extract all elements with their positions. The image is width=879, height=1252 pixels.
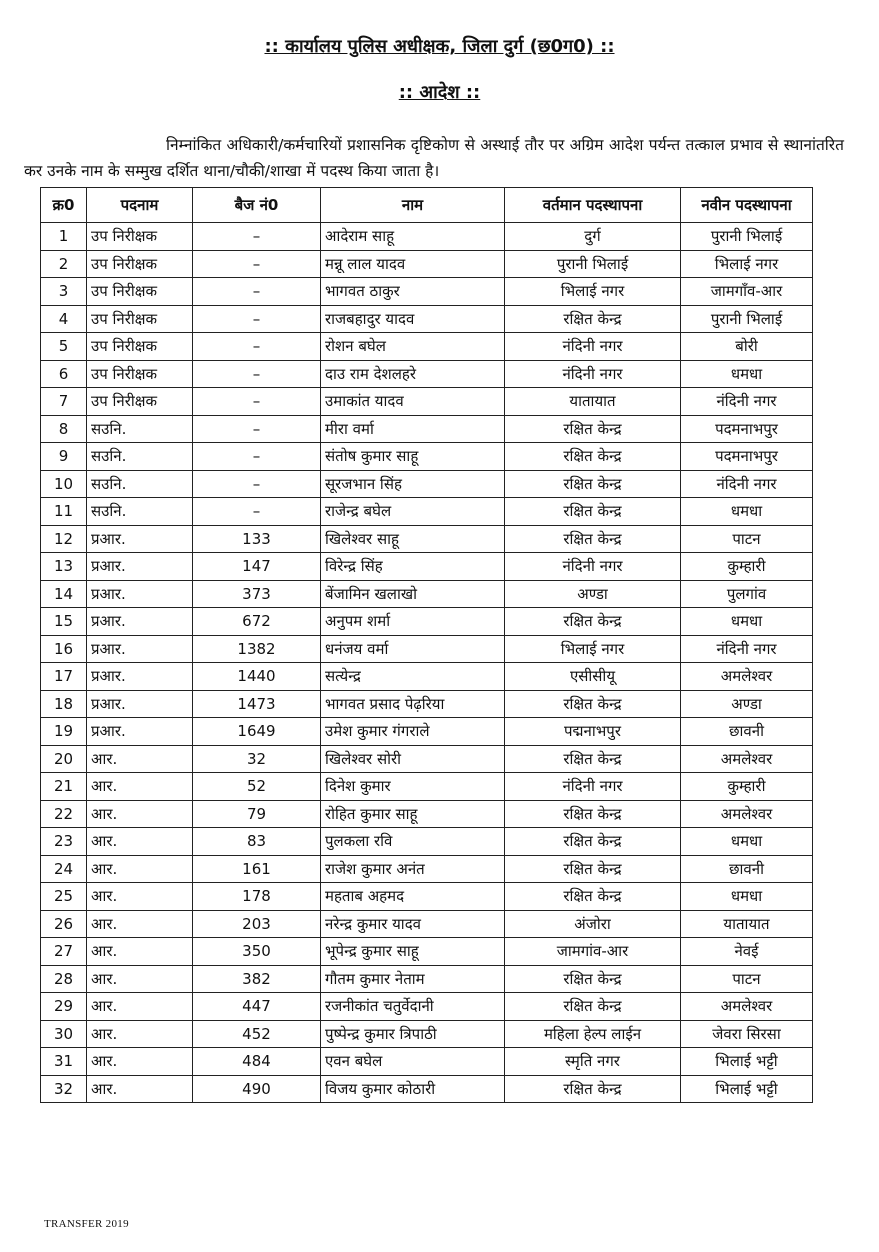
rank-cell: प्रआर. <box>87 635 193 663</box>
table-row <box>41 1075 813 1103</box>
badge-no-cell: 79 <box>193 800 321 828</box>
current-posting-cell: नंदिनी नगर <box>505 773 681 801</box>
serial-no-cell: 3 <box>41 278 87 306</box>
current-posting-cell: रक्षित केन्द्र <box>505 828 681 856</box>
rank-cell: प्रआर. <box>87 525 193 553</box>
table-row <box>41 993 813 1021</box>
serial-no-cell: 20 <box>41 745 87 773</box>
rank-cell: आर. <box>87 828 193 856</box>
serial-no-cell: 21 <box>41 773 87 801</box>
name-cell: दिनेश कुमार <box>321 773 505 801</box>
table-row <box>41 250 813 278</box>
rank-cell: आर. <box>87 1075 193 1103</box>
table-row <box>41 663 813 691</box>
current-posting-cell: भिलाई नगर <box>505 635 681 663</box>
badge-no-cell: 484 <box>193 1048 321 1076</box>
new-posting-cell: पुरानी भिलाई <box>681 305 813 333</box>
current-posting-cell: रक्षित केन्द्र <box>505 745 681 773</box>
badge-no-cell: – <box>193 305 321 333</box>
table-row <box>41 223 813 251</box>
badge-no-cell: 350 <box>193 938 321 966</box>
header-new-posting: नवीन पदस्थापना <box>681 188 813 223</box>
current-posting-cell: पद्मनाभपुर <box>505 718 681 746</box>
name-cell: एवन बघेल <box>321 1048 505 1076</box>
table-row <box>41 855 813 883</box>
name-cell: धनंजय वर्मा <box>321 635 505 663</box>
current-posting-cell: रक्षित केन्द्र <box>505 965 681 993</box>
serial-no-cell: 30 <box>41 1020 87 1048</box>
current-posting-cell: रक्षित केन्द्र <box>505 855 681 883</box>
badge-no-cell: 1382 <box>193 635 321 663</box>
new-posting-cell: भिलाई भट्टी <box>681 1048 813 1076</box>
rank-cell: आर. <box>87 993 193 1021</box>
table-row <box>41 333 813 361</box>
serial-no-cell: 2 <box>41 250 87 278</box>
serial-no-cell: 17 <box>41 663 87 691</box>
table-row <box>41 910 813 938</box>
badge-no-cell: 672 <box>193 608 321 636</box>
badge-no-cell: – <box>193 360 321 388</box>
table-row <box>41 553 813 581</box>
current-posting-cell: रक्षित केन्द्र <box>505 608 681 636</box>
badge-no-cell: – <box>193 470 321 498</box>
serial-no-cell: 6 <box>41 360 87 388</box>
name-cell: संतोष कुमार साहू <box>321 443 505 471</box>
serial-no-cell: 24 <box>41 855 87 883</box>
new-posting-cell: यातायात <box>681 910 813 938</box>
rank-cell: सउनि. <box>87 498 193 526</box>
current-posting-cell: नंदिनी नगर <box>505 360 681 388</box>
rank-cell: आर. <box>87 855 193 883</box>
new-posting-cell: अमलेश्वर <box>681 745 813 773</box>
rank-cell: आर. <box>87 800 193 828</box>
current-posting-cell: दुर्ग <box>505 223 681 251</box>
name-cell: भागवत प्रसाद पेढ़रिया <box>321 690 505 718</box>
table-row <box>41 580 813 608</box>
new-posting-cell: धमधा <box>681 498 813 526</box>
table-row <box>41 415 813 443</box>
header-current-posting: वर्तमान पदस्थापना <box>505 188 681 223</box>
rank-cell: आर. <box>87 773 193 801</box>
badge-no-cell: 373 <box>193 580 321 608</box>
rank-cell: उप निरीक्षक <box>87 278 193 306</box>
intro-paragraph: निम्नांकित अधिकारी/कर्मचारियों प्रशासनिक दृष्टिकोण से अस्थाई तौर पर अग्रिम आदेश पर्यन्त तत्काल प्रभाव से स्थानांतरित कर उनके नाम के सम्मुख दर्शित थाना/चौकी/शाखा में पदस्थ किया जाता है। <box>24 136 844 180</box>
rank-cell: प्रआर. <box>87 608 193 636</box>
new-posting-cell: पदमनाभपुर <box>681 443 813 471</box>
current-posting-cell: रक्षित केन्द्र <box>505 525 681 553</box>
header-serial-no: क्र0 <box>41 188 87 223</box>
name-cell: पुलकला रवि <box>321 828 505 856</box>
table-row <box>41 498 813 526</box>
name-cell: महताब अहमद <box>321 883 505 911</box>
current-posting-cell: महिला हेल्प लाईन <box>505 1020 681 1048</box>
new-posting-cell: भिलाई नगर <box>681 250 813 278</box>
name-cell: पुष्पेन्द्र कुमार त्रिपाठी <box>321 1020 505 1048</box>
badge-no-cell: 203 <box>193 910 321 938</box>
name-cell: रोहित कुमार साहू <box>321 800 505 828</box>
rank-cell: उप निरीक्षक <box>87 333 193 361</box>
order-title: :: आदेश :: <box>398 82 481 103</box>
serial-no-cell: 13 <box>41 553 87 581</box>
header-badge-no: बैज नं0 <box>193 188 321 223</box>
current-posting-cell: नंदिनी नगर <box>505 333 681 361</box>
current-posting-cell: यातायात <box>505 388 681 416</box>
current-posting-cell: जामगांव-आर <box>505 938 681 966</box>
serial-no-cell: 1 <box>41 223 87 251</box>
table-header-row <box>41 188 813 223</box>
rank-cell: उप निरीक्षक <box>87 305 193 333</box>
serial-no-cell: 8 <box>41 415 87 443</box>
serial-no-cell: 31 <box>41 1048 87 1076</box>
name-cell: आदेराम साहू <box>321 223 505 251</box>
name-cell: दाउ राम देशलहरे <box>321 360 505 388</box>
current-posting-cell: रक्षित केन्द्र <box>505 305 681 333</box>
new-posting-cell: जेवरा सिरसा <box>681 1020 813 1048</box>
rank-cell: आर. <box>87 938 193 966</box>
name-cell: अनुपम शर्मा <box>321 608 505 636</box>
rank-cell: उप निरीक्षक <box>87 360 193 388</box>
serial-no-cell: 19 <box>41 718 87 746</box>
serial-no-cell: 27 <box>41 938 87 966</box>
name-cell: सत्येन्द्र <box>321 663 505 691</box>
new-posting-cell: जामगाँव-आर <box>681 278 813 306</box>
table-row <box>41 305 813 333</box>
rank-cell: उप निरीक्षक <box>87 388 193 416</box>
serial-no-cell: 29 <box>41 993 87 1021</box>
table-row <box>41 965 813 993</box>
name-cell: विरेन्द्र सिंह <box>321 553 505 581</box>
header-rank: पदनाम <box>87 188 193 223</box>
table-row <box>41 938 813 966</box>
serial-no-cell: 7 <box>41 388 87 416</box>
serial-no-cell: 16 <box>41 635 87 663</box>
rank-cell: प्रआर. <box>87 690 193 718</box>
name-cell: भूपेन्द्र कुमार साहू <box>321 938 505 966</box>
table-row <box>41 388 813 416</box>
name-cell: मन्नू लाल यादव <box>321 250 505 278</box>
current-posting-cell: रक्षित केन्द्र <box>505 800 681 828</box>
table-row <box>41 828 813 856</box>
current-posting-cell: एसीसीयू <box>505 663 681 691</box>
badge-no-cell: – <box>193 223 321 251</box>
badge-no-cell: 447 <box>193 993 321 1021</box>
serial-no-cell: 12 <box>41 525 87 553</box>
name-cell: राजेन्द्र बघेल <box>321 498 505 526</box>
current-posting-cell: रक्षित केन्द्र <box>505 443 681 471</box>
serial-no-cell: 10 <box>41 470 87 498</box>
serial-no-cell: 22 <box>41 800 87 828</box>
name-cell: खिलेश्वर सोरी <box>321 745 505 773</box>
current-posting-cell: रक्षित केन्द्र <box>505 883 681 911</box>
current-posting-cell: रक्षित केन्द्र <box>505 470 681 498</box>
current-posting-cell: भिलाई नगर <box>505 278 681 306</box>
office-title: :: कार्यालय पुलिस अधीक्षक, जिला दुर्ग (छ0ग0) :: <box>264 36 615 57</box>
table-row <box>41 773 813 801</box>
badge-no-cell: 133 <box>193 525 321 553</box>
header-name: नाम <box>321 188 505 223</box>
name-cell: राजबहादुर यादव <box>321 305 505 333</box>
rank-cell: उप निरीक्षक <box>87 250 193 278</box>
rank-cell: आर. <box>87 883 193 911</box>
new-posting-cell: पुलगांव <box>681 580 813 608</box>
badge-no-cell: – <box>193 415 321 443</box>
new-posting-cell: पाटन <box>681 965 813 993</box>
new-posting-cell: अमलेश्वर <box>681 800 813 828</box>
serial-no-cell: 9 <box>41 443 87 471</box>
badge-no-cell: 52 <box>193 773 321 801</box>
name-cell: बेंजामिन खलाखो <box>321 580 505 608</box>
current-posting-cell: स्मृति नगर <box>505 1048 681 1076</box>
table-body <box>41 223 813 1103</box>
table-row <box>41 883 813 911</box>
new-posting-cell: नंदिनी नगर <box>681 388 813 416</box>
new-posting-cell: नंदिनी नगर <box>681 470 813 498</box>
badge-no-cell: – <box>193 333 321 361</box>
name-cell: उमाकांत यादव <box>321 388 505 416</box>
rank-cell: आर. <box>87 910 193 938</box>
badge-no-cell: 161 <box>193 855 321 883</box>
table-row <box>41 525 813 553</box>
rank-cell: आर. <box>87 965 193 993</box>
badge-no-cell: 1649 <box>193 718 321 746</box>
new-posting-cell: पुरानी भिलाई <box>681 223 813 251</box>
rank-cell: आर. <box>87 1020 193 1048</box>
serial-no-cell: 28 <box>41 965 87 993</box>
new-posting-cell: नेवई <box>681 938 813 966</box>
badge-no-cell: – <box>193 498 321 526</box>
badge-no-cell: 83 <box>193 828 321 856</box>
transfer-table <box>40 187 813 1103</box>
table-row <box>41 1048 813 1076</box>
table-row <box>41 278 813 306</box>
table-row <box>41 608 813 636</box>
badge-no-cell: 452 <box>193 1020 321 1048</box>
badge-no-cell: 32 <box>193 745 321 773</box>
serial-no-cell: 26 <box>41 910 87 938</box>
current-posting-cell: रक्षित केन्द्र <box>505 690 681 718</box>
serial-no-cell: 14 <box>41 580 87 608</box>
badge-no-cell: 178 <box>193 883 321 911</box>
current-posting-cell: रक्षित केन्द्र <box>505 415 681 443</box>
serial-no-cell: 5 <box>41 333 87 361</box>
rank-cell: प्रआर. <box>87 663 193 691</box>
rank-cell: आर. <box>87 1048 193 1076</box>
new-posting-cell: छावनी <box>681 718 813 746</box>
serial-no-cell: 18 <box>41 690 87 718</box>
serial-no-cell: 25 <box>41 883 87 911</box>
new-posting-cell: अण्डा <box>681 690 813 718</box>
new-posting-cell: पदमनाभपुर <box>681 415 813 443</box>
table-row <box>41 690 813 718</box>
name-cell: खिलेश्वर साहू <box>321 525 505 553</box>
serial-no-cell: 32 <box>41 1075 87 1103</box>
current-posting-cell: अंजोरा <box>505 910 681 938</box>
serial-no-cell: 11 <box>41 498 87 526</box>
rank-cell: सउनि. <box>87 443 193 471</box>
new-posting-cell: बोरी <box>681 333 813 361</box>
serial-no-cell: 23 <box>41 828 87 856</box>
rank-cell: आर. <box>87 745 193 773</box>
new-posting-cell: कुम्हारी <box>681 553 813 581</box>
name-cell: राजेश कुमार अनंत <box>321 855 505 883</box>
badge-no-cell: 1473 <box>193 690 321 718</box>
new-posting-cell: धमधा <box>681 828 813 856</box>
rank-cell: प्रआर. <box>87 580 193 608</box>
badge-no-cell: 147 <box>193 553 321 581</box>
new-posting-cell: छावनी <box>681 855 813 883</box>
rank-cell: प्रआर. <box>87 553 193 581</box>
table-row <box>41 1020 813 1048</box>
name-cell: रजनीकांत चतुर्वेदानी <box>321 993 505 1021</box>
current-posting-cell: रक्षित केन्द्र <box>505 993 681 1021</box>
table-row <box>41 718 813 746</box>
rank-cell: सउनि. <box>87 470 193 498</box>
badge-no-cell: – <box>193 388 321 416</box>
name-cell: रोशन बघेल <box>321 333 505 361</box>
serial-no-cell: 4 <box>41 305 87 333</box>
new-posting-cell: नंदिनी नगर <box>681 635 813 663</box>
new-posting-cell: धमधा <box>681 360 813 388</box>
new-posting-cell: कुम्हारी <box>681 773 813 801</box>
new-posting-cell: अमलेश्वर <box>681 663 813 691</box>
table-row <box>41 635 813 663</box>
rank-cell: उप निरीक्षक <box>87 223 193 251</box>
name-cell: भागवत ठाकुर <box>321 278 505 306</box>
name-cell: सूरजभान सिंह <box>321 470 505 498</box>
name-cell: विजय कुमार कोठारी <box>321 1075 505 1103</box>
rank-cell: सउनि. <box>87 415 193 443</box>
new-posting-cell: अमलेश्वर <box>681 993 813 1021</box>
badge-no-cell: – <box>193 278 321 306</box>
table-row <box>41 745 813 773</box>
name-cell: उमेश कुमार गंगराले <box>321 718 505 746</box>
name-cell: नरेन्द्र कुमार यादव <box>321 910 505 938</box>
new-posting-cell: पाटन <box>681 525 813 553</box>
new-posting-cell: धमधा <box>681 608 813 636</box>
table-row <box>41 470 813 498</box>
serial-no-cell: 15 <box>41 608 87 636</box>
new-posting-cell: भिलाई भट्टी <box>681 1075 813 1103</box>
current-posting-cell: नंदिनी नगर <box>505 553 681 581</box>
badge-no-cell: – <box>193 443 321 471</box>
name-cell: गौतम कुमार नेताम <box>321 965 505 993</box>
badge-no-cell: – <box>193 250 321 278</box>
new-posting-cell: धमधा <box>681 883 813 911</box>
badge-no-cell: 490 <box>193 1075 321 1103</box>
current-posting-cell: रक्षित केन्द्र <box>505 498 681 526</box>
current-posting-cell: रक्षित केन्द्र <box>505 1075 681 1103</box>
current-posting-cell: पुरानी भिलाई <box>505 250 681 278</box>
table-row <box>41 360 813 388</box>
name-cell: मीरा वर्मा <box>321 415 505 443</box>
current-posting-cell: अण्डा <box>505 580 681 608</box>
rank-cell: प्रआर. <box>87 718 193 746</box>
badge-no-cell: 382 <box>193 965 321 993</box>
badge-no-cell: 1440 <box>193 663 321 691</box>
table-row <box>41 443 813 471</box>
table-row <box>41 800 813 828</box>
footer-label: TRANSFER 2019 <box>44 1218 129 1230</box>
